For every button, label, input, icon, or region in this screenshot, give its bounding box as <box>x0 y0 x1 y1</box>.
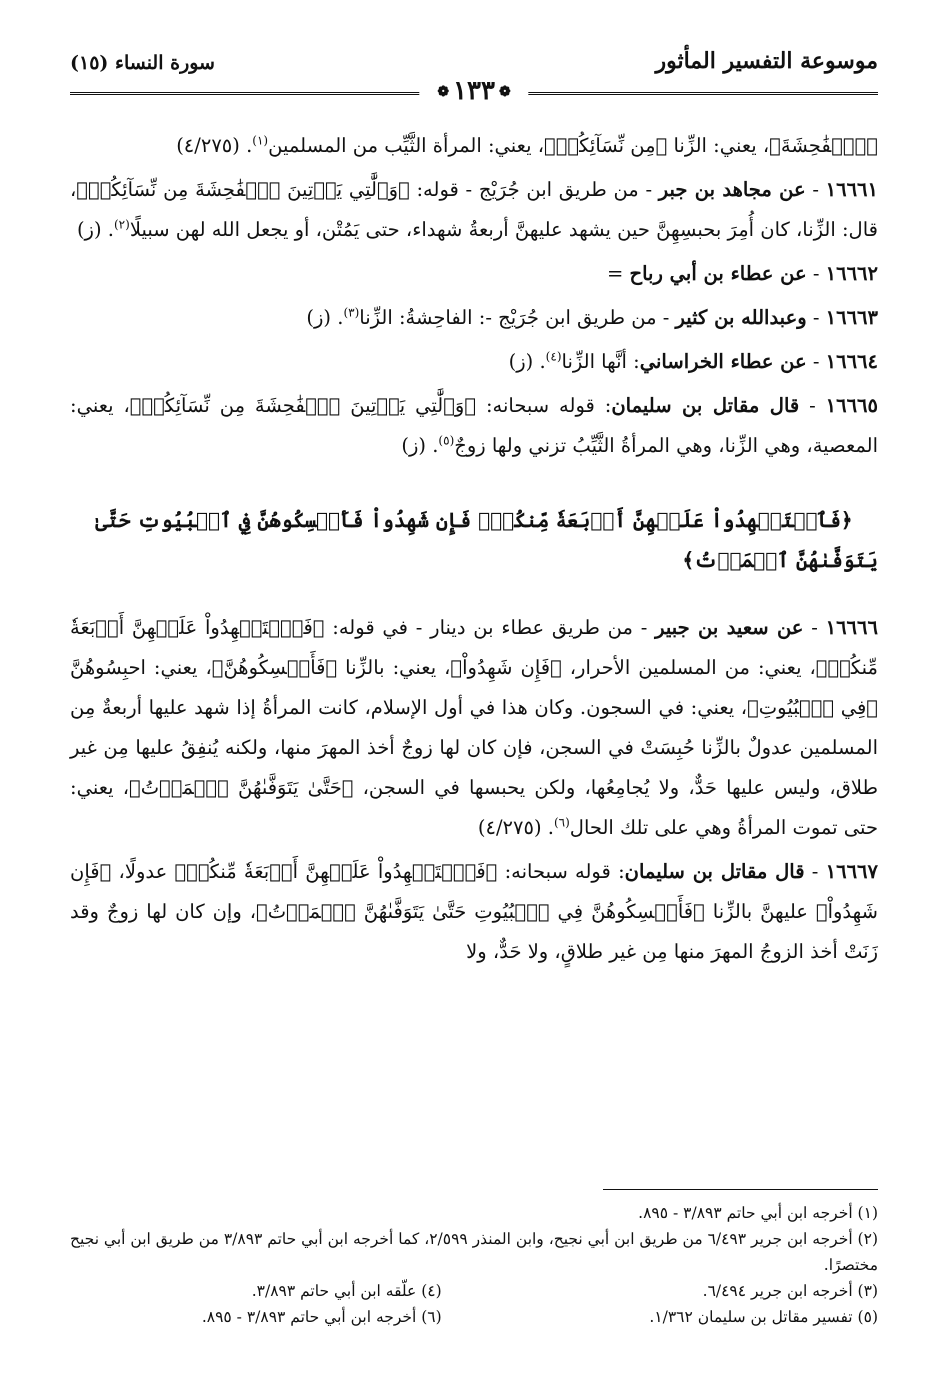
volume-ref: . (٤/٢٧٥) <box>176 134 253 157</box>
narrator: عن عطاء الخراساني <box>639 350 807 373</box>
narration-16661: ١٦٦٦١ - عن مجاهد بن جبر - من طريق ابن جُرَيْج - قوله: ﴿وَٱلَّٰتِي يَأۡتِينَ ٱلۡفَٰحِشَةَ مِن نِّسَآئِكُمۡ﴾، قال: الزِّنا، كان أُمِرَ بحبسِهِنَّ حين يشهد عليهنَّ أربعةُ شهداء، حتى يَمُتْن، أو يجعل الله لهن سبيلًا$^{(٢)}$. (ز) <box>70 178 878 241</box>
narration-text: : قوله سبحانه: ﴿فَٱسۡتَشۡهِدُواْ عَلَيۡهِنَّ أَرۡبَعَةٗ مِّنكُمۡ﴾ عدولًا، ﴿فَإِن شَهِدُواْ﴾ عليهنَّ بالزِّنا ﴿فَأَمۡسِكُوهُنَّ فِي ٱلۡبُيُوتِ حَتَّىٰ يَتَوَفَّىٰهُنَّ ٱلۡمَوۡتُ﴾، وإن كان لها زوجٌ وقد زَنَتْ أخذ الزوجُ المهرَ منها مِن غير طلاقٍ، ولا حَدٌّ، ولا <box>70 860 878 963</box>
footnote-ref: (٦) <box>553 815 570 830</box>
footnote: (٥) تفسير مقاتل بن سليمان ١/٣٦٢. <box>649 1308 878 1326</box>
narrator: قال مقاتل بن سليمان <box>624 860 805 883</box>
ayah-heading: ﴿فَٱسۡتَشۡهِدُواْ عَلَيۡهِنَّ أَرۡبَعَةٗ مِّنكُمۡۖ فَإِن شَهِدُواْ فَأَمۡسِكُوهُنَّ فِي ٱلۡبُيُوتِ حَتَّىٰ يَتَوَفَّىٰهُنَّ ٱلۡمَوۡتُ﴾ <box>95 508 878 572</box>
book-page <box>70 48 878 1348</box>
book-title: موسوعة التفسير المأثور <box>655 48 878 74</box>
narration-16665: ١٦٦٦٥ - قال مقاتل بن سليمان: قوله سبحانه: ﴿وَٱلَّٰتِي يَأۡتِينَ ٱلۡفَٰحِشَةَ مِن نِّسَآئِكُمۡ﴾، يعني: المعصية، وهي الزِّنا، وهي المرأةُ الثَّيِّبُ تزني ولها زوجٌ$^{(٥)}$. (ز) <box>70 394 879 457</box>
narrator: عن سعيد بن جبير <box>655 616 804 639</box>
footnote-row <box>70 1304 878 1330</box>
footnote: (٢) أخرجه ابن جرير ٦/٤٩٣ من طريق ابن أبي نجيح، وابن المنذر ٢/٥٩٩، كما أخرجه ابن أبي حاتم ٣/٨٩٣ من طريق ابن أبي نجيح مختصرًا. <box>70 1230 878 1274</box>
narration-number: ١٦٦٦٧ <box>825 860 878 883</box>
volume-ref: . (٤/٢٧٥) <box>477 816 554 839</box>
footnotes <box>70 1200 878 1330</box>
narrator: وعبدالله بن كثير <box>675 306 807 329</box>
page-number: ❁ ١٣٣ ❁ <box>419 76 528 106</box>
narration-16667: ١٦٦٦٧ - قال مقاتل بن سليمان: قوله سبحانه: ﴿فَٱسۡتَشۡهِدُواْ عَلَيۡهِنَّ أَرۡبَعَةٗ مِّنكُمۡ﴾ عدولًا، ﴿فَإِن شَهِدُواْ﴾ عليهنَّ بالزِّنا ﴿فَأَمۡسِكُوهُنَّ فِي ٱلۡبُيُوتِ حَتَّىٰ يَتَوَفَّىٰهُنَّ ٱلۡمَوۡتُ﴾، وإن كان لها زوجٌ وقد زَنَتْ أخذ الزوجُ المهرَ منها مِن غير طلاقٍ، ولا حَدٌّ، ولا <box>70 860 878 963</box>
footnote-ref: (٤) <box>545 349 562 364</box>
volume-ref: . (ز) <box>401 434 439 457</box>
narration-text: : قوله سبحانه: ﴿وَٱلَّٰتِي يَأۡتِينَ ٱلۡفَٰحِشَةَ مِن نِّسَآئِكُمۡ﴾، يعني: المعصية، وهي الزِّنا، وهي المرأةُ الثَّيِّبُ تزني ولها زوجٌ <box>70 394 878 457</box>
footnote-divider <box>603 1189 878 1190</box>
main-text <box>70 126 878 972</box>
narration-16664: ١٦٦٦٤ - عن عطاء الخراساني: أنَّها الزِّنا$^{(٤)}$. (ز) <box>508 349 878 373</box>
footnote: (٣) أخرجه ابن جرير ٦/٤٩٤. <box>702 1282 878 1300</box>
paragraph-text: ﴿ٱلۡفَٰحِشَةَ﴾، يعني: الزِّنا ﴿مِن نِّسَآئِكُمۡ﴾، يعني: المرأة الثَّيِّب من المسلمين <box>268 134 878 157</box>
footnote-ref: (٢) <box>113 217 130 232</box>
narration-number: ١٦٦٦١ <box>825 178 878 201</box>
narrator: عن مجاهد بن جبر <box>658 178 806 201</box>
surah-title: سورة النساء (١٥) <box>70 52 215 74</box>
footnote: (١) أخرجه ابن أبي حاتم ٣/٨٩٣ - ٨٩٥. <box>638 1204 878 1222</box>
narration-text: : أنَّها الزِّنا <box>561 350 640 373</box>
footnote-ref: (١) <box>252 133 269 148</box>
footnote: (٤) علّقه ابن أبي حاتم ٣/٨٩٣. <box>251 1282 442 1300</box>
volume-ref: . (ز) <box>508 350 546 373</box>
narrator: عن عطاء بن أبي رباح <box>629 262 807 285</box>
narration-text: - من طريق ابن جُرَيْج - قوله: ﴿وَٱلَّٰتِي يَأۡتِينَ ٱلۡفَٰحِشَةَ مِن نِّسَآئِكُمۡ﴾، قال: الزِّنا، كان أُمِرَ بحبسِهِنَّ حين يشهد عليهنَّ أربعةُ شهداء، حتى يَمُتْن، أو يجعل الله لهن سبيلًا <box>70 178 878 241</box>
volume-ref: . (ز) <box>306 306 344 329</box>
narration-text: = <box>606 262 630 285</box>
narration-16663: ١٦٦٦٣ - وعبدالله بن كثير - من طريق ابن جُرَيْج -: الفاحِشةُ: الزِّنا$^{(٣)}$. (ز) <box>306 305 878 329</box>
text-paragraph <box>70 126 878 166</box>
footnote-ref: (٣) <box>343 305 360 320</box>
footnote-ref: (٥) <box>438 433 455 448</box>
narration-text: - من طريق ابن جُرَيْج -: الفاحِشةُ: الزِّنا <box>359 306 676 329</box>
narration-number: ١٦٦٦٥ <box>825 394 879 417</box>
volume-ref: . (ز) <box>76 218 114 241</box>
narration-number: ١٦٦٦٦ <box>825 616 878 639</box>
footnote-row <box>70 1278 878 1304</box>
narration-16666: ١٦٦٦٦ - عن سعيد بن جبير - من طريق عطاء بن دينار - في قوله: ﴿فَٱسۡتَشۡهِدُواْ عَلَيۡهِنَّ أَرۡبَعَةٗ مِّنكُمۡ﴾، يعني: من المسلمين الأحرار، ﴿فَإِن شَهِدُواْ﴾، يعني: بالزِّنا ﴿فَأَمۡسِكُوهُنَّ﴾، يعني: احبِسُوهُنَّ ﴿فِي ٱلۡبُيُوتِ﴾، يعني: في السجون. وكان هذا في أول الإسلام، كانت المرأةُ إذا شهد عليها أربعةٌ مِن المسلمين عدولٌ بالزِّنا حُبِسَتْ في السجن، فإن كان لها زوجٌ أخذ المهرَ منها، ولكنه يُنفِقُ عليها مِن غير طلاق، وليس عليها حَدٌّ، ولا يُجامِعُها، ولكن يحبسها في السجن، ﴿حَتَّىٰ يَتَوَفَّىٰهُنَّ ٱلۡمَوۡتُ﴾، يعني: حتى تموت المرأةُ وهي على تلك الحال$^{(٦)}$. (٤/٢٧٥) <box>70 616 878 839</box>
narration-number: ١٦٦٦٢ <box>825 262 878 285</box>
narration-number: ١٦٦٦٣ <box>825 306 878 329</box>
narration-number: ١٦٦٦٤ <box>825 350 878 373</box>
narration-text: - من طريق عطاء بن دينار - في قوله: ﴿فَٱسۡتَشۡهِدُواْ عَلَيۡهِنَّ أَرۡبَعَةٗ مِّنكُمۡ﴾، يعني: من المسلمين الأحرار، ﴿فَإِن شَهِدُواْ﴾، يعني: بالزِّنا ﴿فَأَمۡسِكُوهُنَّ﴾، يعني: احبِسُوهُنَّ ﴿فِي ٱلۡبُيُوتِ﴾، يعني: في السجون. وكان هذا في أول الإسلام، كانت المرأةُ إذا شهد عليها أربعةٌ مِن المسلمين عدولٌ بالزِّنا حُبِسَتْ في السجن، فإن كان لها زوجٌ أخذ المهرَ منها، ولكنه يُنفِقُ عليها مِن غير طلاق، وليس عليها حَدٌّ، ولا يُجامِعُها، ولكن يحبسها في السجن، ﴿حَتَّىٰ يَتَوَفَّىٰهُنَّ ٱلۡمَوۡتُ﴾، يعني: حتى تموت المرأةُ وهي على تلك الحال <box>70 616 878 839</box>
footnote: (٦) أخرجه ابن أبي حاتم ٣/٨٩٣ - ٨٩٥. <box>201 1308 442 1326</box>
narrator: قال مقاتل بن سليمان <box>611 394 800 417</box>
narration-16662: ١٦٦٦٢ - عن عطاء بن أبي رباح = <box>606 262 878 285</box>
